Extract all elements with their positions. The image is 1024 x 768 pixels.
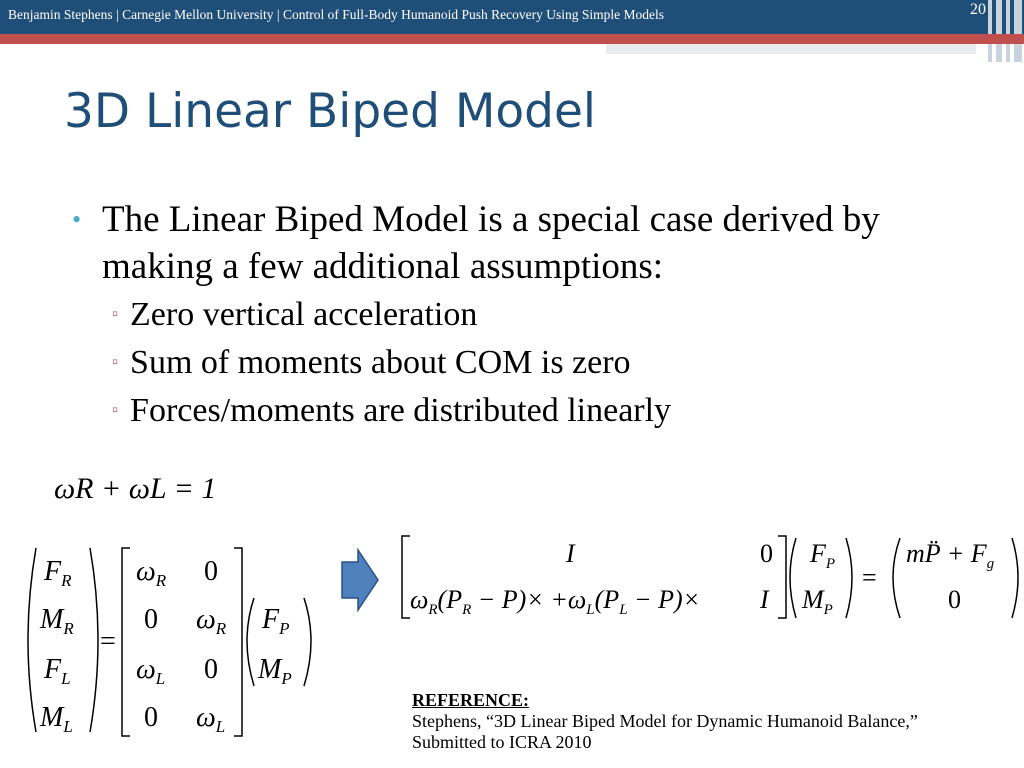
svg-text:ωL: $\omega_L$ <box>196 702 226 736</box>
svg-text:FL: $F_L$ <box>44 654 71 688</box>
sub-bullet-text: Sum of moments about COM is zero <box>130 344 631 381</box>
svg-text:0: 0 <box>760 539 773 568</box>
svg-text:mP̈ + Fg: mP̈ + $F_g$ <box>906 539 995 572</box>
svg-text:ωR: $\omega_R$ <box>196 604 227 638</box>
reference-line: Stephens, “3D Linear Biped Model for Dynamic Humanoid Balance,” <box>412 711 918 731</box>
svg-text:MP: $M_P$ <box>258 654 292 688</box>
svg-text:I: I <box>760 585 769 614</box>
svg-text:0: 0 <box>144 702 158 733</box>
svg-text:MR: $M_R$ <box>40 604 74 638</box>
distribution-equation <box>18 540 318 750</box>
reference-block <box>412 690 918 753</box>
sub-bullet-text: Forces/moments are distributed linearly <box>130 392 672 429</box>
accent-stripes <box>988 0 1024 62</box>
header-bar <box>0 0 1024 34</box>
sub-bullet <box>112 392 671 430</box>
main-bullet-text: The Linear Biped Model is a special case derived by making a few additional assumptions: <box>102 199 880 287</box>
svg-text:ML: $M_L$ <box>40 702 73 736</box>
svg-text:ωR: $\omega_R$ <box>136 556 167 590</box>
svg-text:0: 0 <box>204 654 218 685</box>
sub-bullet <box>112 344 631 382</box>
arrow-right-icon <box>340 548 380 612</box>
svg-text:0: 0 <box>144 604 158 635</box>
svg-text:MP: $M_P$ <box>802 585 833 618</box>
reference-line: Submitted to ICRA 2010 <box>412 732 592 752</box>
svg-text:FP: $F_P$ <box>810 539 836 572</box>
svg-text:ωR(PR − P)× +ωL(PL − P)×: $\omega_R(P_R - P)\times +\omega_L(P_L - P)\times$ <box>410 585 701 618</box>
square-bullet-icon: ▫ <box>112 400 119 419</box>
svg-text:0: 0 <box>204 556 218 587</box>
header-text: Benjamin Stephens | Carnegie Mellon University | Control of Full-Body Humanoid Push Recovery Using Simple Models <box>8 7 664 22</box>
square-bullet-icon: ▫ <box>112 304 119 323</box>
svg-text:FR: $F_R$ <box>44 556 72 590</box>
svg-text:I: I <box>566 539 575 568</box>
reference-heading: REFERENCE: <box>412 690 530 710</box>
sub-bullet-text: Zero vertical acceleration <box>130 296 478 333</box>
svg-text:ωL: $\omega_L$ <box>136 654 166 688</box>
weight-equation-text: ωR + ωL = 1 <box>54 472 217 505</box>
svg-text:=: = <box>100 626 116 657</box>
pale-band <box>606 44 976 54</box>
square-bullet-icon: ▫ <box>112 352 119 371</box>
weight-equation <box>54 472 216 506</box>
svg-text:FP: $F_P$ <box>262 604 290 638</box>
bullet-dot-icon: • <box>72 205 82 234</box>
sub-bullet <box>112 296 477 334</box>
red-band <box>0 34 1024 44</box>
svg-text:0: 0 <box>948 585 961 614</box>
svg-text:=: = <box>862 563 877 592</box>
dynamics-equation <box>396 530 1024 626</box>
slide-number: 20 <box>970 1 986 18</box>
slide-title: 3D Linear Biped Model <box>64 84 596 139</box>
main-bullet <box>72 196 980 290</box>
